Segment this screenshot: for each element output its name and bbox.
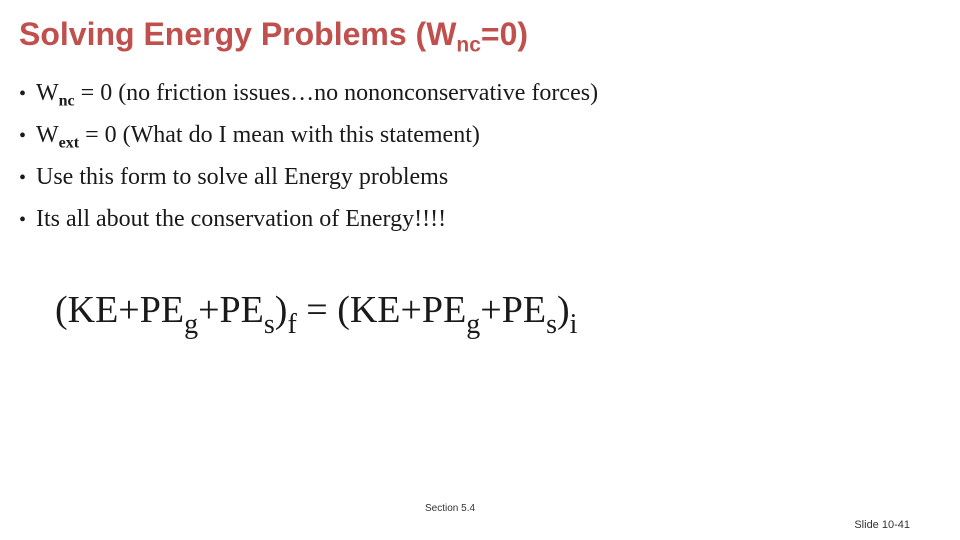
bullet-text: W	[36, 122, 59, 148]
equation-subscript: g	[184, 309, 199, 341]
equation-subscript: f	[287, 309, 297, 341]
bullet-text-tail: = 0 (no friction issues…no nononconservative forces)	[74, 80, 599, 106]
bullet-list	[19, 78, 598, 246]
bullet-dot-icon: •	[19, 83, 27, 105]
bullet-text: W	[36, 80, 59, 106]
section-label: Section 5.4	[425, 503, 476, 514]
bullet-item-conservation	[19, 204, 598, 246]
title-text: Solving Energy Problems (W	[19, 16, 457, 52]
equation-part: )	[274, 289, 288, 331]
equation-subscript: i	[569, 309, 578, 341]
bullet-dot-icon: •	[19, 125, 27, 147]
equation-part: (KE+PE	[55, 289, 185, 331]
bullet-text-tail: = 0 (What do I mean with this statement)	[79, 122, 480, 148]
bullet-dot-icon: •	[19, 167, 27, 189]
slide-title	[19, 16, 529, 57]
equation-subscript: s	[263, 309, 275, 341]
title-subscript: nc	[456, 33, 481, 57]
bullet-dot-icon: •	[19, 209, 27, 231]
energy-equation	[55, 289, 578, 341]
slide-number: Slide 10-41	[854, 519, 910, 531]
equation-part: = (KE+PE	[296, 289, 467, 331]
bullet-item-wnc	[19, 78, 598, 120]
equation-subscript: g	[466, 309, 481, 341]
equation-part: +PE	[198, 289, 264, 331]
bullet-item-form	[19, 162, 598, 204]
equation-subscript: s	[546, 309, 557, 341]
bullet-subscript: ext	[58, 134, 80, 152]
equation-part: )	[556, 289, 570, 331]
bullet-subscript: nc	[58, 92, 75, 110]
bullet-item-wext	[19, 120, 598, 162]
equation-part: +PE	[480, 289, 547, 331]
bullet-text: Its all about the conservation of Energy!!!!	[36, 206, 447, 232]
bullet-text: Use this form to solve all Energy problems	[36, 164, 449, 190]
title-tail: =0)	[480, 16, 529, 52]
